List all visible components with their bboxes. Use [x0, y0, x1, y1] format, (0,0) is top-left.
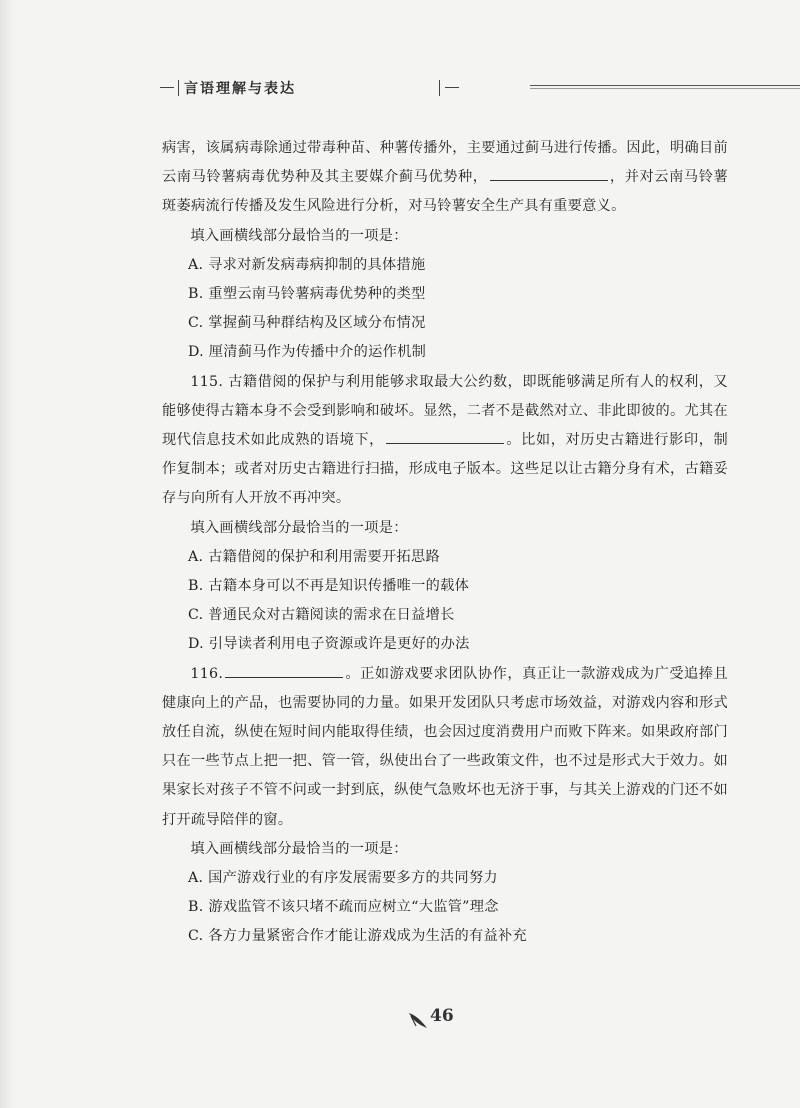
header-title: 言语理解与表达 [184, 81, 296, 97]
q114-option-b: B. 重塑云南马铃薯病毒优势种的类型 [188, 286, 426, 303]
q115-stem-part-a: 115. 古籍借阅的保护与利用能够求取最大公约数，即既能够满足所有人的权利，又能够使得古籍本身不会受到影响和破坏。显然，二者不是截然对立、非此即彼的。尤其在现代信息技术如此成熟的语境下， [162, 373, 728, 449]
scan-edge-shadow [0, 0, 14, 1108]
q114-option-d: D. 厘清蓟马作为传播中介的运作机制 [188, 344, 427, 361]
quill-icon [408, 1010, 428, 1030]
header-rule-left [160, 87, 174, 88]
q116-option-a: A. 国产游戏行业的有序发展需要多方的共同努力 [188, 870, 498, 887]
q115-option-c: C. 普通民众对古籍阅读的需求在日益增长 [188, 607, 455, 624]
page-content [162, 134, 728, 952]
q116-number: 116. [190, 665, 224, 682]
q114-stem [162, 134, 728, 222]
header-rule-right [530, 85, 800, 89]
q116-stem [162, 660, 728, 835]
q115-option-a: A. 古籍借阅的保护和利用需要开拓思路 [188, 548, 440, 565]
q116-stem-text: 。正如游戏要求团队协作，真正让一款游戏成为广受追捧且健康向上的产品，也需要协同的力量。如果开发团队只考虑市场效益，对游戏内容和形式放任自流，纵使在短时间内能取得佳绩，也会因过度消费用户而败下阵来。如果政府部门只在一些节点上把一把、管一管，纵使出台了一些政策文件，也不过是形式大于效力。如果家长对孩子不管不问或一封到底，纵使气急败坏也无济于事，与其关上游戏的门还不如打开疏导陪伴的窗。 [162, 665, 728, 828]
header-bar-left [178, 80, 179, 96]
q116-option-c: C. 各方力量紧密合作才能让游戏成为生活的有益补充 [188, 928, 527, 945]
q116-option-b: B. 游戏监管不该只堵不疏而应树立“大监管”理念 [188, 899, 499, 916]
header-rule-mid [445, 87, 459, 88]
running-header [160, 78, 720, 98]
q115-answer-blank [386, 429, 504, 444]
header-bar-right [439, 80, 440, 96]
q115-prompt: 填入画横线部分最恰当的一项是： [190, 519, 408, 536]
q114-answer-blank [490, 166, 608, 181]
page-footer [408, 1006, 488, 1036]
q114-stem-part-a: 病害，该属病毒除通过带毒种苗、种薯传播外，主要通过蓟马进行传播。因此，明确目前云南马铃薯病毒优势种及其主要媒介蓟马优势种， [162, 140, 728, 186]
q114-option-a: A. 寻求对新发病毒病抑制的具体措施 [188, 256, 426, 273]
q115-option-b: B. 古籍本身可以不再是知识传播唯一的载体 [188, 578, 470, 595]
q114-stem-part-b: ，并对云南马铃薯斑萎病流行传播及发生风险进行分析，对马铃薯安全生产具有重要意义。 [162, 169, 728, 215]
q116-answer-blank [225, 663, 343, 678]
q114-prompt: 填入画横线部分最恰当的一项是： [190, 227, 408, 244]
q115-stem-part-b: 。比如，对历史古籍进行影印，制作复制本；或者对历史古籍进行扫描，形成电子版本。这些足以让古籍分身有术，古籍妥存与向所有人开放不再冲突。 [162, 432, 728, 507]
q115-option-d: D. 引导读者利用电子资源或许是更好的办法 [188, 636, 470, 653]
q116-prompt: 填入画横线部分最恰当的一项是： [190, 840, 408, 857]
page-number: 46 [430, 1006, 454, 1026]
q115-stem [162, 368, 728, 514]
q114-option-c: C. 掌握蓟马种群结构及区域分布情况 [188, 315, 426, 332]
